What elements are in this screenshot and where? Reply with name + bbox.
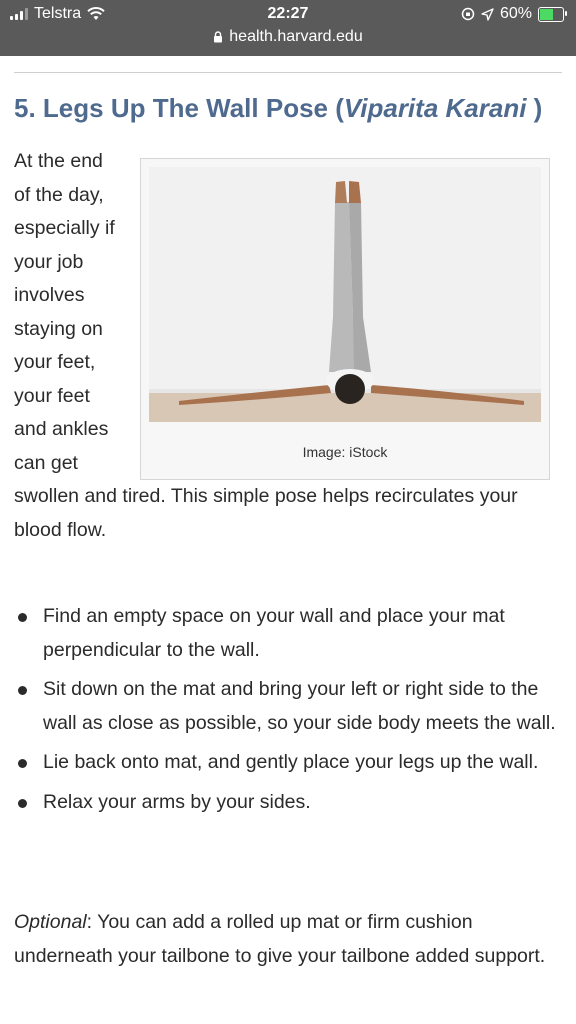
- step-text: Lie back onto mat, and gently place your legs up the wall.: [43, 751, 539, 773]
- list-item: [14, 600, 562, 667]
- yoga-pose-photo: [149, 167, 541, 422]
- intro-text: At the end of the day, especially if your job involves staying on your feet, your feet and ankles can get swollen and tired. This simple pose helps recirculates your blood flow.: [14, 150, 518, 541]
- address-bar[interactable]: [0, 28, 576, 46]
- legs-up-wall-illustration: [149, 167, 541, 422]
- lock-icon: [213, 31, 223, 43]
- status-right: [461, 5, 564, 23]
- bullet-icon: [18, 613, 27, 622]
- status-time: 22:27: [267, 5, 309, 22]
- optional-label: Optional: [14, 911, 87, 933]
- status-bar: [0, 0, 576, 30]
- heading-text: 5. Legs Up The Wall Pose (: [14, 93, 344, 123]
- carrier-name: Telstra: [34, 5, 82, 22]
- heading-italic: Viparita Karani: [343, 93, 527, 123]
- steps-list: [14, 600, 562, 825]
- optional-note: [14, 906, 562, 973]
- optional-text: : You can add a rolled up mat or firm cushion underneath your tailbone to give your tailbone added support.: [14, 911, 546, 967]
- bullet-icon: [18, 799, 27, 808]
- battery-icon: [538, 7, 564, 22]
- bullet-icon: [18, 759, 27, 768]
- list-item: [14, 746, 562, 780]
- url-text[interactable]: health.harvard.edu: [229, 28, 363, 45]
- location-arrow-icon: [481, 8, 494, 21]
- list-item: [14, 673, 562, 740]
- image-caption: Image: iStock: [302, 443, 388, 460]
- step-text: Relax your arms by your sides.: [43, 790, 311, 813]
- step-text: Sit down on the mat and bring your left or right side to the wall as close as possible, so your side body meets the wall.: [43, 678, 556, 734]
- article-heading: [14, 90, 562, 126]
- image-figure: [140, 158, 550, 480]
- battery-percent: 60%: [499, 5, 532, 22]
- heading-end: ): [526, 93, 543, 123]
- step-text: Find an empty space on your wall and place your mat perpendicular to the wall.: [43, 605, 505, 661]
- browser-chrome: [0, 0, 576, 56]
- orientation-lock-icon: [461, 7, 475, 21]
- battery-fill: [540, 9, 553, 20]
- list-item: [14, 786, 562, 820]
- divider: [14, 72, 562, 73]
- intro-section: [14, 145, 562, 547]
- bullet-icon: [18, 686, 27, 695]
